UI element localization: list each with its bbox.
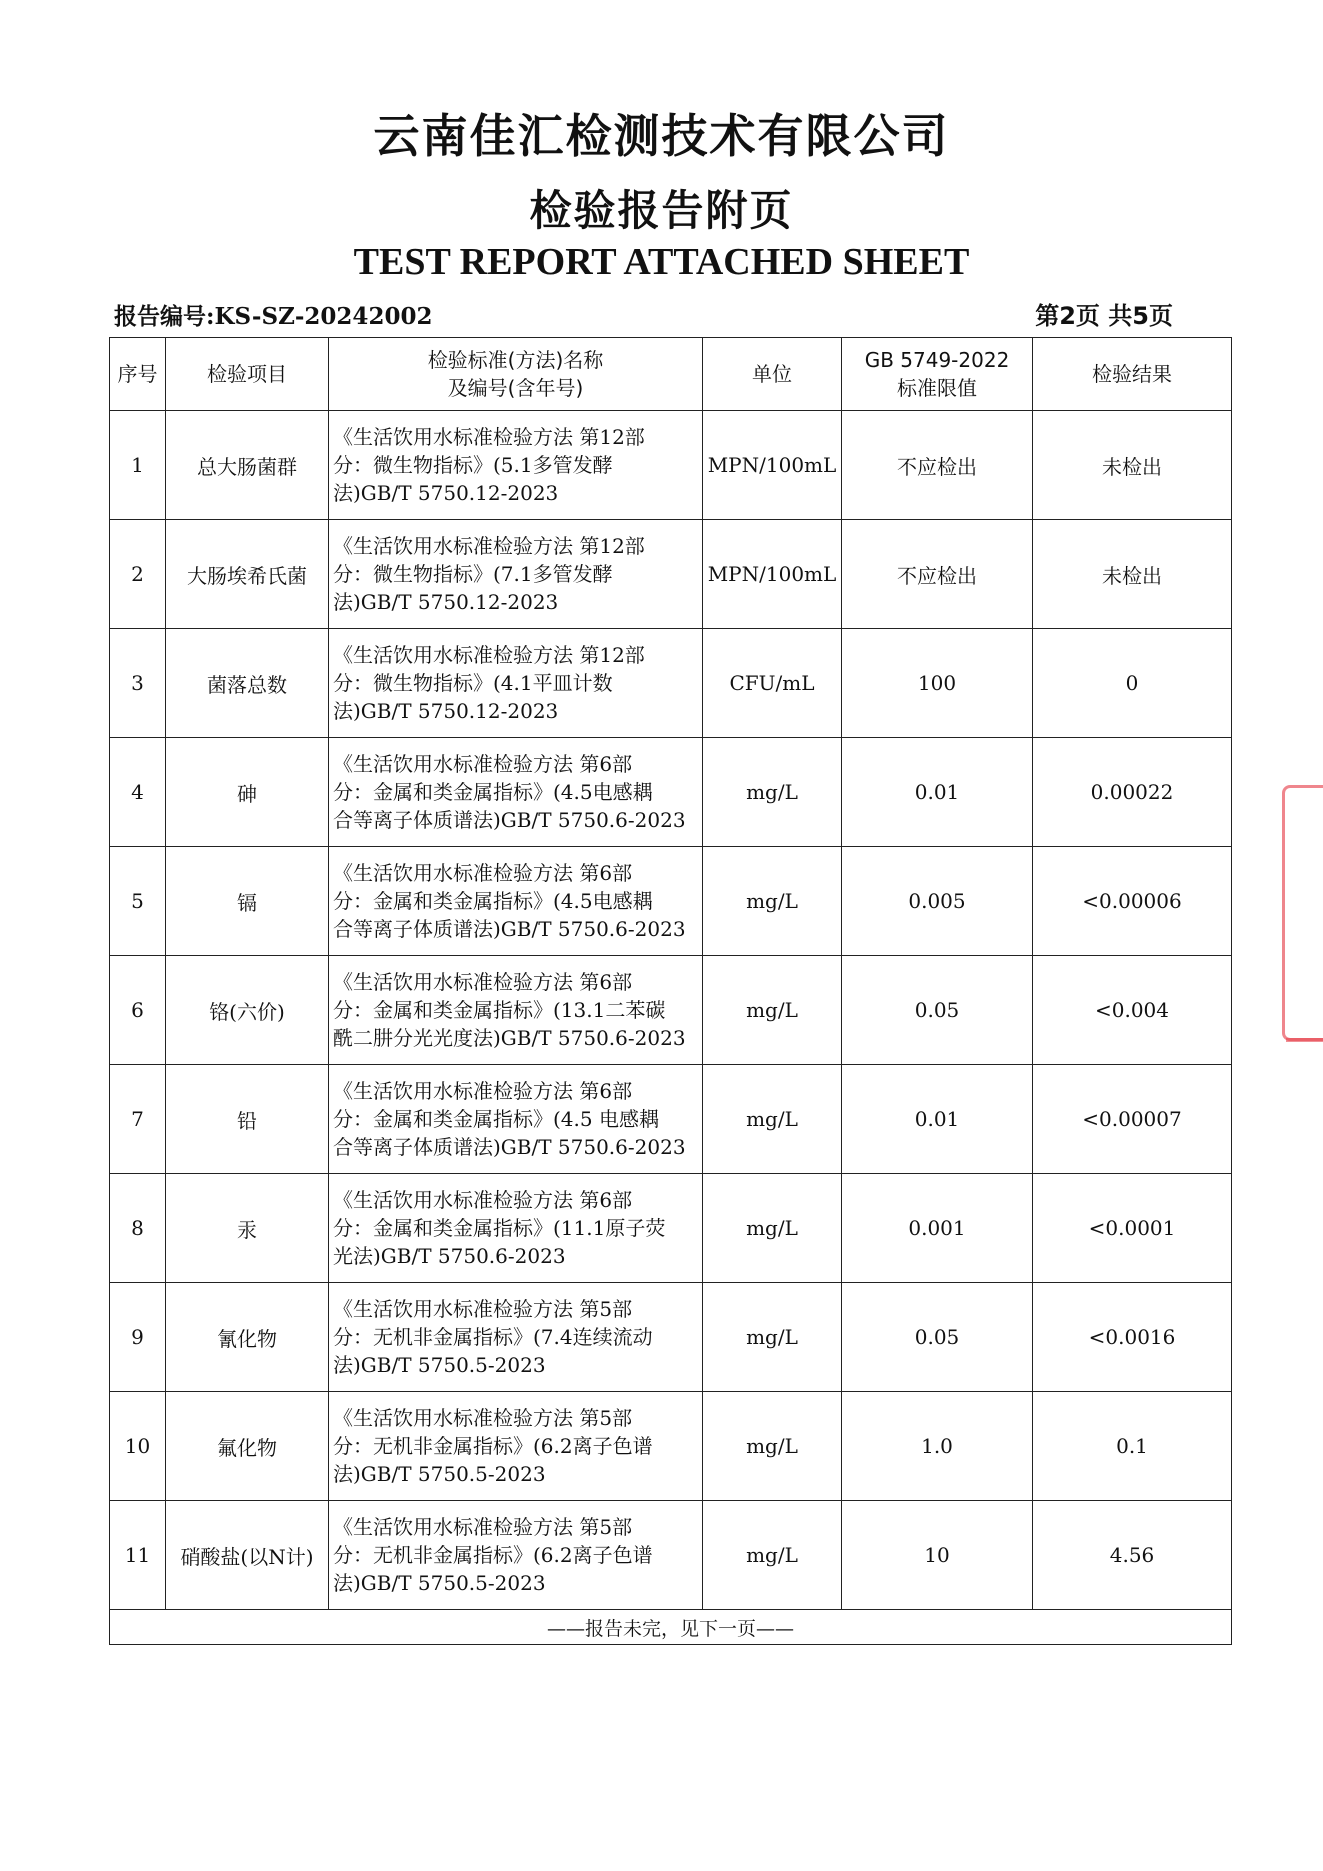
cell-unit: mg/L (703, 956, 842, 1065)
method-line-1: 《生活饮用水标准检验方法 第6部 (333, 861, 633, 885)
cell-limit: 100 (842, 629, 1033, 738)
cell-item: 大肠埃希氏菌 (166, 520, 329, 629)
cell-method (329, 629, 703, 738)
cell-result: 0.00022 (1033, 738, 1232, 847)
table-header-row (110, 338, 1232, 411)
page-indicator: 第2页 共5页 (1035, 302, 1173, 330)
cell-seq: 8 (110, 1174, 166, 1283)
cell-limit: 0.005 (842, 847, 1033, 956)
cell-result: 未检出 (1033, 520, 1232, 629)
method-line-2: 分：微生物指标》(7.1多管发酵 (333, 562, 613, 586)
method-line-1: 《生活饮用水标准检验方法 第5部 (333, 1515, 633, 1539)
cell-seq: 1 (110, 411, 166, 520)
table-row (110, 1392, 1232, 1501)
cell-method (329, 738, 703, 847)
header-limit (842, 338, 1033, 411)
cell-unit: mg/L (703, 847, 842, 956)
cell-limit: 不应检出 (842, 520, 1033, 629)
cell-result: <0.0016 (1033, 1283, 1232, 1392)
cell-method (329, 956, 703, 1065)
cell-seq: 7 (110, 1065, 166, 1174)
cell-unit: mg/L (703, 1501, 842, 1610)
method-line-2: 分：无机非金属指标》(6.2离子色谱 (333, 1434, 653, 1458)
table-row (110, 956, 1232, 1065)
method-line-2: 分：金属和类金属指标》(13.1二苯碳 (333, 998, 666, 1022)
method-line-3: 光法)GB/T 5750.6-2023 (333, 1244, 566, 1268)
cell-limit: 0.01 (842, 1065, 1033, 1174)
header-method (329, 338, 703, 411)
cell-item: 镉 (166, 847, 329, 956)
cell-seq: 11 (110, 1501, 166, 1610)
method-line-1: 《生活饮用水标准检验方法 第12部 (333, 425, 645, 449)
cell-method (329, 411, 703, 520)
header-result: 检验结果 (1033, 338, 1232, 411)
method-line-1: 《生活饮用水标准检验方法 第12部 (333, 643, 645, 667)
cell-result: 0.1 (1033, 1392, 1232, 1501)
cell-unit: CFU/mL (703, 629, 842, 738)
cell-method (329, 1283, 703, 1392)
cell-item: 铅 (166, 1065, 329, 1174)
cell-result: <0.00007 (1033, 1065, 1232, 1174)
table-row (110, 847, 1232, 956)
cell-limit: 0.01 (842, 738, 1033, 847)
method-line-2: 分：微生物指标》(4.1平皿计数 (333, 671, 613, 695)
cell-method (329, 847, 703, 956)
method-line-1: 《生活饮用水标准检验方法 第6部 (333, 970, 633, 994)
cell-item: 铬(六价) (166, 956, 329, 1065)
continued-note: ——报告未完，见下一页—— (110, 1610, 1232, 1645)
cell-item: 氟化物 (166, 1392, 329, 1501)
red-seal-stamp (1282, 785, 1323, 1041)
method-line-2: 分：金属和类金属指标》(4.5电感耦 (333, 889, 653, 913)
header-unit: 单位 (703, 338, 842, 411)
header-item: 检验项目 (166, 338, 329, 411)
cell-seq: 2 (110, 520, 166, 629)
cell-limit: 1.0 (842, 1392, 1033, 1501)
red-seal-mark (1286, 1038, 1323, 1042)
cell-unit: mg/L (703, 1174, 842, 1283)
method-line-1: 《生活饮用水标准检验方法 第12部 (333, 534, 645, 558)
cell-result: 4.56 (1033, 1501, 1232, 1610)
cell-method (329, 1392, 703, 1501)
table-row (110, 520, 1232, 629)
cell-unit: MPN/100mL (703, 411, 842, 520)
method-line-3: 法)GB/T 5750.12-2023 (333, 699, 559, 723)
company-name: 云南佳汇检测技术有限公司 (373, 109, 950, 163)
method-line-1: 《生活饮用水标准检验方法 第5部 (333, 1406, 633, 1430)
cell-result: 未检出 (1033, 411, 1232, 520)
table-row (110, 1501, 1232, 1610)
cell-method (329, 1065, 703, 1174)
cell-method (329, 1501, 703, 1610)
cell-item: 总大肠菌群 (166, 411, 329, 520)
cell-seq: 5 (110, 847, 166, 956)
cell-method (329, 1174, 703, 1283)
cell-seq: 3 (110, 629, 166, 738)
cell-seq: 4 (110, 738, 166, 847)
method-line-2: 分：无机非金属指标》(6.2离子色谱 (333, 1543, 653, 1567)
table-row (110, 629, 1232, 738)
cell-unit: MPN/100mL (703, 520, 842, 629)
cell-limit: 0.05 (842, 1283, 1033, 1392)
cell-limit: 不应检出 (842, 411, 1033, 520)
table-row (110, 1174, 1232, 1283)
method-line-3: 合等离子体质谱法)GB/T 5750.6-2023 (333, 808, 686, 832)
method-line-3: 合等离子体质谱法)GB/T 5750.6-2023 (333, 917, 686, 941)
method-line-2: 分：微生物指标》(5.1多管发酵 (333, 453, 613, 477)
cell-result: 0 (1033, 629, 1232, 738)
method-line-3: 法)GB/T 5750.12-2023 (333, 481, 559, 505)
cell-result: <0.004 (1033, 956, 1232, 1065)
header-method-line2: 及编号(含年号) (447, 376, 584, 400)
method-line-3: 法)GB/T 5750.5-2023 (333, 1571, 546, 1595)
cell-item: 砷 (166, 738, 329, 847)
method-line-1: 《生活饮用水标准检验方法 第6部 (333, 752, 633, 776)
cell-item: 菌落总数 (166, 629, 329, 738)
method-line-1: 《生活饮用水标准检验方法 第5部 (333, 1297, 633, 1321)
cell-limit: 0.05 (842, 956, 1033, 1065)
table-footer-row (110, 1610, 1232, 1645)
cell-unit: mg/L (703, 1283, 842, 1392)
method-line-2: 分：金属和类金属指标》(4.5电感耦 (333, 780, 653, 804)
header-seq: 序号 (110, 338, 166, 411)
cell-unit: mg/L (703, 1065, 842, 1174)
cell-unit: mg/L (703, 1392, 842, 1501)
method-line-1: 《生活饮用水标准检验方法 第6部 (333, 1079, 633, 1103)
method-line-2: 分：金属和类金属指标》(4.5 电感耦 (333, 1107, 659, 1131)
table-row (110, 1065, 1232, 1174)
cell-seq: 6 (110, 956, 166, 1065)
cell-item: 氰化物 (166, 1283, 329, 1392)
method-line-3: 法)GB/T 5750.5-2023 (333, 1353, 546, 1377)
cell-seq: 9 (110, 1283, 166, 1392)
cell-unit: mg/L (703, 738, 842, 847)
method-line-3: 法)GB/T 5750.5-2023 (333, 1462, 546, 1486)
cell-method (329, 520, 703, 629)
cell-result: <0.0001 (1033, 1174, 1232, 1283)
report-number: 报告编号:KS-SZ-20242002 (114, 303, 433, 330)
method-line-3: 合等离子体质谱法)GB/T 5750.6-2023 (333, 1135, 686, 1159)
header-method-line1: 检验标准(方法)名称 (427, 348, 604, 372)
method-line-3: 酰二肼分光光度法)GB/T 5750.6-2023 (333, 1026, 686, 1050)
header-limit-line1: GB 5749-2022 (864, 348, 1010, 372)
method-line-1: 《生活饮用水标准检验方法 第6部 (333, 1188, 633, 1212)
table-row (110, 411, 1232, 520)
method-line-3: 法)GB/T 5750.12-2023 (333, 590, 559, 614)
method-line-2: 分：无机非金属指标》(7.4连续流动 (333, 1325, 653, 1349)
header-limit-line2: 标准限值 (897, 376, 977, 400)
cell-result: <0.00006 (1033, 847, 1232, 956)
table-row (110, 738, 1232, 847)
cell-limit: 0.001 (842, 1174, 1033, 1283)
report-subtitle-en: TEST REPORT ATTACHED SHEET (353, 241, 970, 283)
method-line-2: 分：金属和类金属指标》(11.1原子荧 (333, 1216, 666, 1240)
cell-item: 硝酸盐(以N计) (166, 1501, 329, 1610)
cell-item: 汞 (166, 1174, 329, 1283)
cell-seq: 10 (110, 1392, 166, 1501)
report-subtitle: 检验报告附页 (529, 186, 794, 235)
table-row (110, 1283, 1232, 1392)
cell-limit: 10 (842, 1501, 1033, 1610)
results-table (109, 337, 1232, 1645)
